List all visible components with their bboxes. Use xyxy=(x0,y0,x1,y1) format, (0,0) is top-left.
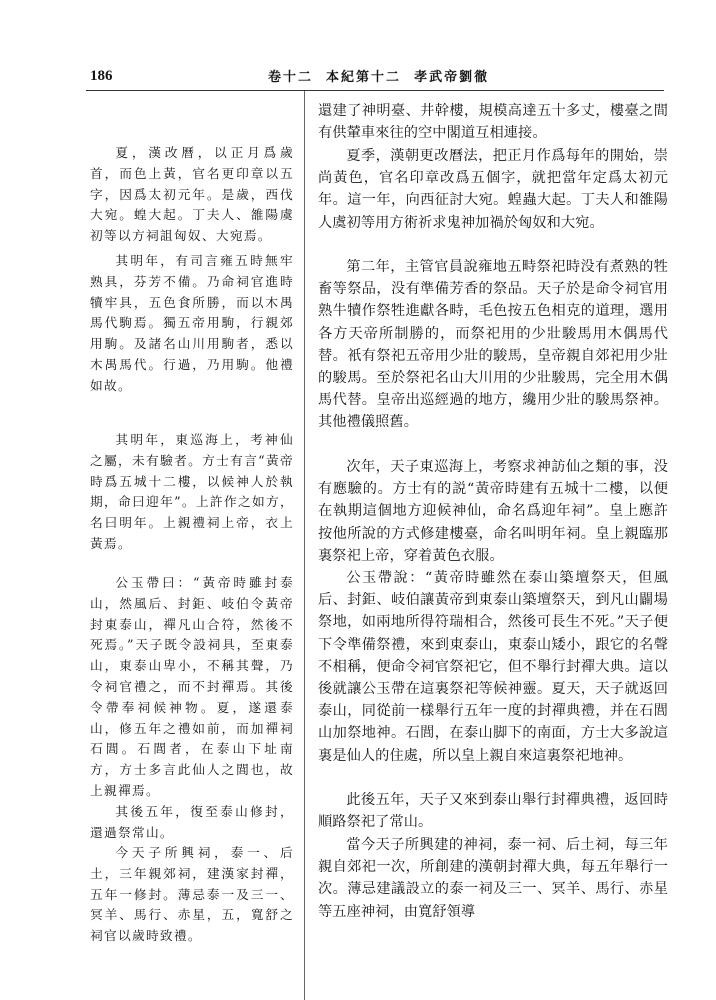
right-paragraph: 此後五年，天子又來到泰山舉行封禪典禮，返回時順路祭祀了常山。 xyxy=(318,792,668,831)
right-paragraph: 還建了神明臺、井幹樓，規模高達五十多丈，樓臺之間有供輦車來往的空中閣道互相連接。 xyxy=(318,103,668,142)
right-paragraph: 第二年，主管官員說雍地五畤祭祀時没有煮熟的牲畜等祭品，没有準備芳香的祭品。天子於是命令祠官用熟牛犢作祭牲進獻各畤，毛色按五色相克的道理，選用各方天帝所制勝的，而祭祀用的少壯駿馬用木偶馬代替。衹有祭祀五帝用少壯的駿馬，皇帝親自郊祀用少壯的駿馬。至於祭祀名山大川用的少壯駿馬，完全用木偶馬代替。皇帝出巡經過的地方，纔用少壯的駿馬祭神。其他禮儀照舊。 xyxy=(318,259,668,431)
right-paragraph: 夏季，漢朝更改曆法，把正月作爲每年的開始，崇尚黃色，官名印章改爲五個字，就把當年定爲太初元年。這一年，向西征討大宛。蝗蟲大起。丁夫人和雒陽人虞初等用方術祈求鬼神加禍於匈奴和大宛。 xyxy=(318,148,668,231)
right-paragraph: 當今天子所興建的神祠，泰一祠、后土祠，每三年親自郊祀一次，所創建的漢朝封禪大典，每五年舉行一次。薄忌建議設立的泰一祠及三一、冥羊、馬行、赤星等五座神祠，由寬舒領導 xyxy=(318,837,668,920)
left-paragraph: 公玉帶曰：“黃帝時雖封泰山，然風后、封鉅、岐伯令黃帝封東泰山，禪凡山合符，然後不死焉。”天子既令設祠具，至東泰山，東泰山卑小，不稱其聲，乃令祠官禮之，而不封禪焉。其後令帶奉祠候神物。夏，遂還泰山，修五年之禮如前，而加禪祠石閭。石閭者，在泰山下址南方，方士多言此仙人之閭也，故上親禪焉。 xyxy=(90,575,294,798)
header-rule xyxy=(86,90,664,91)
right-paragraph: 次年，天子東巡海上，考察求神訪仙之類的事，没有應驗的。方士有的説“黃帝時建有五城十二樓，以便在執期這個地方迎候神仙，命名爲迎年祠”。皇上應許按他所說的方式修建樓臺，命名叫明年祠。皇上親臨那裏祭祀上帝，穿着黃色衣服。 xyxy=(318,459,668,564)
running-header: 卷十二 本紀第十二 孝武帝劉徹 xyxy=(268,70,490,85)
column-divider xyxy=(304,91,305,1000)
right-paragraph: 公玉帶說：“黃帝時雖然在泰山築壇祭天，但風后、封鉅、岐伯讓黃帝到東泰山築壇祭天，到凡山闢場祭地，如兩地所得符瑞相合，然後可長生不死。”天子便下令準備祭禮，來到東泰山，東泰山矮小，跟它的名聲不相稱，便命令祠官祭祀它，但不舉行封禪大典。這以後就讓公玉帶在這裏祭祀等候神靈。夏天，天子就返回泰山，同從前一樣舉行五年一度的封禪典禮，并在石閭山加祭地神。石閭，在泰山脚下的南面，方士大多說這裏是仙人的住處，所以皇上親自來這裏祭祀地神。 xyxy=(318,570,668,764)
left-paragraph: 其明年，東巡海上，考神仙之屬，未有驗者。方士有言“黃帝時爲五城十二樓，以候神人於執期，命曰迎年”。上許作之如方，名曰明年。上親禮祠上帝，衣上黃焉。 xyxy=(90,432,294,551)
left-paragraph: 其後五年，復至泰山修封，還過祭常山。 xyxy=(90,804,294,840)
left-paragraph: 今天子所興祠，泰一、后土，三年親郊祠，建漢家封禪，五年一修封。薄忌泰一及三一、冥羊、馬行、赤星，五，寬舒之祠官以歲時致禮。 xyxy=(90,845,294,944)
left-paragraph: 其明年，有司言雍五時無牢熟具，芬芳不備。乃命祠官進時犢牢具，五色食所勝，而以木禺馬代駒焉。獨五帝用駒，行親郊用駒。及諸名山川用駒者，悉以木禺馬代。行過，乃用駒。他禮如故。 xyxy=(90,253,294,393)
page-number: 186 xyxy=(90,68,113,84)
left-paragraph: 夏，漢改曆，以正月爲歲首，而色上黃，官名更印章以五字，因爲太初元年。是歲，西伐大宛。蝗大起。丁夫人、雒陽虞初等以方祠詛匈奴、大宛焉。 xyxy=(90,145,294,244)
